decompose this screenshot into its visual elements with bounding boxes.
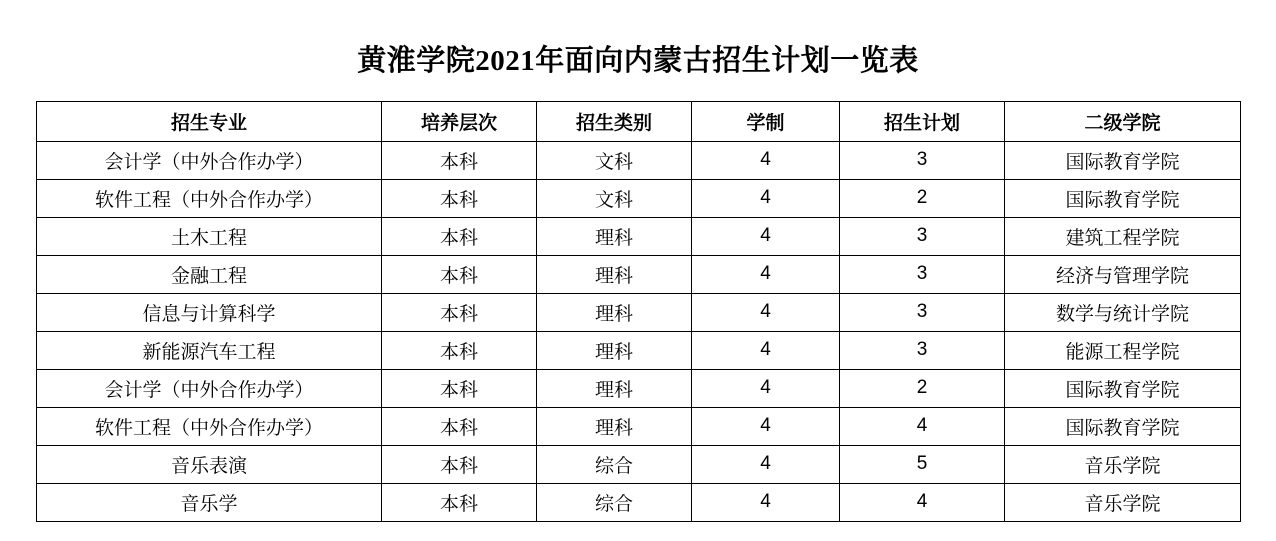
cell-college: 国际教育学院 xyxy=(1005,179,1241,217)
cell-category: 理科 xyxy=(537,369,692,407)
cell-level: 本科 xyxy=(382,217,537,255)
cell-duration: 4 xyxy=(692,483,840,521)
cell-quota: 3 xyxy=(840,255,1005,293)
table-header-row xyxy=(37,101,1241,141)
cell-category: 理科 xyxy=(537,331,692,369)
cell-quota: 4 xyxy=(840,483,1005,521)
enrollment-plan-table xyxy=(36,101,1241,522)
cell-major: 软件工程（中外合作办学） xyxy=(37,407,382,445)
cell-college: 国际教育学院 xyxy=(1005,369,1241,407)
cell-duration: 4 xyxy=(692,217,840,255)
cell-level: 本科 xyxy=(382,141,537,179)
cell-major: 新能源汽车工程 xyxy=(37,331,382,369)
cell-level: 本科 xyxy=(382,293,537,331)
cell-quota: 3 xyxy=(840,331,1005,369)
cell-level: 本科 xyxy=(382,483,537,521)
cell-major: 会计学（中外合作办学） xyxy=(37,369,382,407)
cell-level: 本科 xyxy=(382,369,537,407)
table-row xyxy=(37,407,1241,445)
cell-category: 文科 xyxy=(537,179,692,217)
cell-category: 综合 xyxy=(537,483,692,521)
cell-college: 国际教育学院 xyxy=(1005,407,1241,445)
table-row xyxy=(37,369,1241,407)
cell-category: 理科 xyxy=(537,293,692,331)
cell-level: 本科 xyxy=(382,407,537,445)
cell-college: 数学与统计学院 xyxy=(1005,293,1241,331)
cell-level: 本科 xyxy=(382,445,537,483)
cell-category: 综合 xyxy=(537,445,692,483)
table-row xyxy=(37,141,1241,179)
cell-duration: 4 xyxy=(692,141,840,179)
column-header-major: 招生专业 xyxy=(37,101,382,141)
cell-college: 音乐学院 xyxy=(1005,445,1241,483)
cell-duration: 4 xyxy=(692,255,840,293)
cell-quota: 5 xyxy=(840,445,1005,483)
cell-duration: 4 xyxy=(692,331,840,369)
cell-duration: 4 xyxy=(692,369,840,407)
cell-category: 理科 xyxy=(537,407,692,445)
page-title: 黄淮学院2021年面向内蒙古招生计划一览表 xyxy=(357,45,919,77)
cell-quota: 3 xyxy=(840,141,1005,179)
cell-category: 文科 xyxy=(537,141,692,179)
cell-quota: 2 xyxy=(840,179,1005,217)
table-body xyxy=(37,141,1241,521)
table-row xyxy=(37,217,1241,255)
cell-duration: 4 xyxy=(692,179,840,217)
column-header-duration: 学制 xyxy=(692,101,840,141)
cell-major: 信息与计算科学 xyxy=(37,293,382,331)
table-row xyxy=(37,255,1241,293)
cell-major: 音乐学 xyxy=(37,483,382,521)
cell-level: 本科 xyxy=(382,255,537,293)
cell-major: 软件工程（中外合作办学） xyxy=(37,179,382,217)
table-row xyxy=(37,293,1241,331)
table-row xyxy=(37,483,1241,521)
column-header-level: 培养层次 xyxy=(382,101,537,141)
cell-level: 本科 xyxy=(382,179,537,217)
table-header xyxy=(37,101,1241,141)
cell-quota: 2 xyxy=(840,369,1005,407)
cell-category: 理科 xyxy=(537,217,692,255)
column-header-category: 招生类别 xyxy=(537,101,692,141)
table-container xyxy=(0,79,1276,522)
cell-college: 音乐学院 xyxy=(1005,483,1241,521)
table-row xyxy=(37,331,1241,369)
cell-college: 经济与管理学院 xyxy=(1005,255,1241,293)
cell-college: 建筑工程学院 xyxy=(1005,217,1241,255)
cell-college: 能源工程学院 xyxy=(1005,331,1241,369)
cell-major: 土木工程 xyxy=(37,217,382,255)
cell-level: 本科 xyxy=(382,331,537,369)
cell-quota: 3 xyxy=(840,293,1005,331)
cell-major: 音乐表演 xyxy=(37,445,382,483)
cell-category: 理科 xyxy=(537,255,692,293)
cell-major: 会计学（中外合作办学） xyxy=(37,141,382,179)
cell-college: 国际教育学院 xyxy=(1005,141,1241,179)
table-row xyxy=(37,445,1241,483)
column-header-quota: 招生计划 xyxy=(840,101,1005,141)
cell-quota: 3 xyxy=(840,217,1005,255)
cell-duration: 4 xyxy=(692,445,840,483)
cell-major: 金融工程 xyxy=(37,255,382,293)
table-row xyxy=(37,179,1241,217)
cell-quota: 4 xyxy=(840,407,1005,445)
column-header-college: 二级学院 xyxy=(1005,101,1241,141)
cell-duration: 4 xyxy=(692,293,840,331)
cell-duration: 4 xyxy=(692,407,840,445)
